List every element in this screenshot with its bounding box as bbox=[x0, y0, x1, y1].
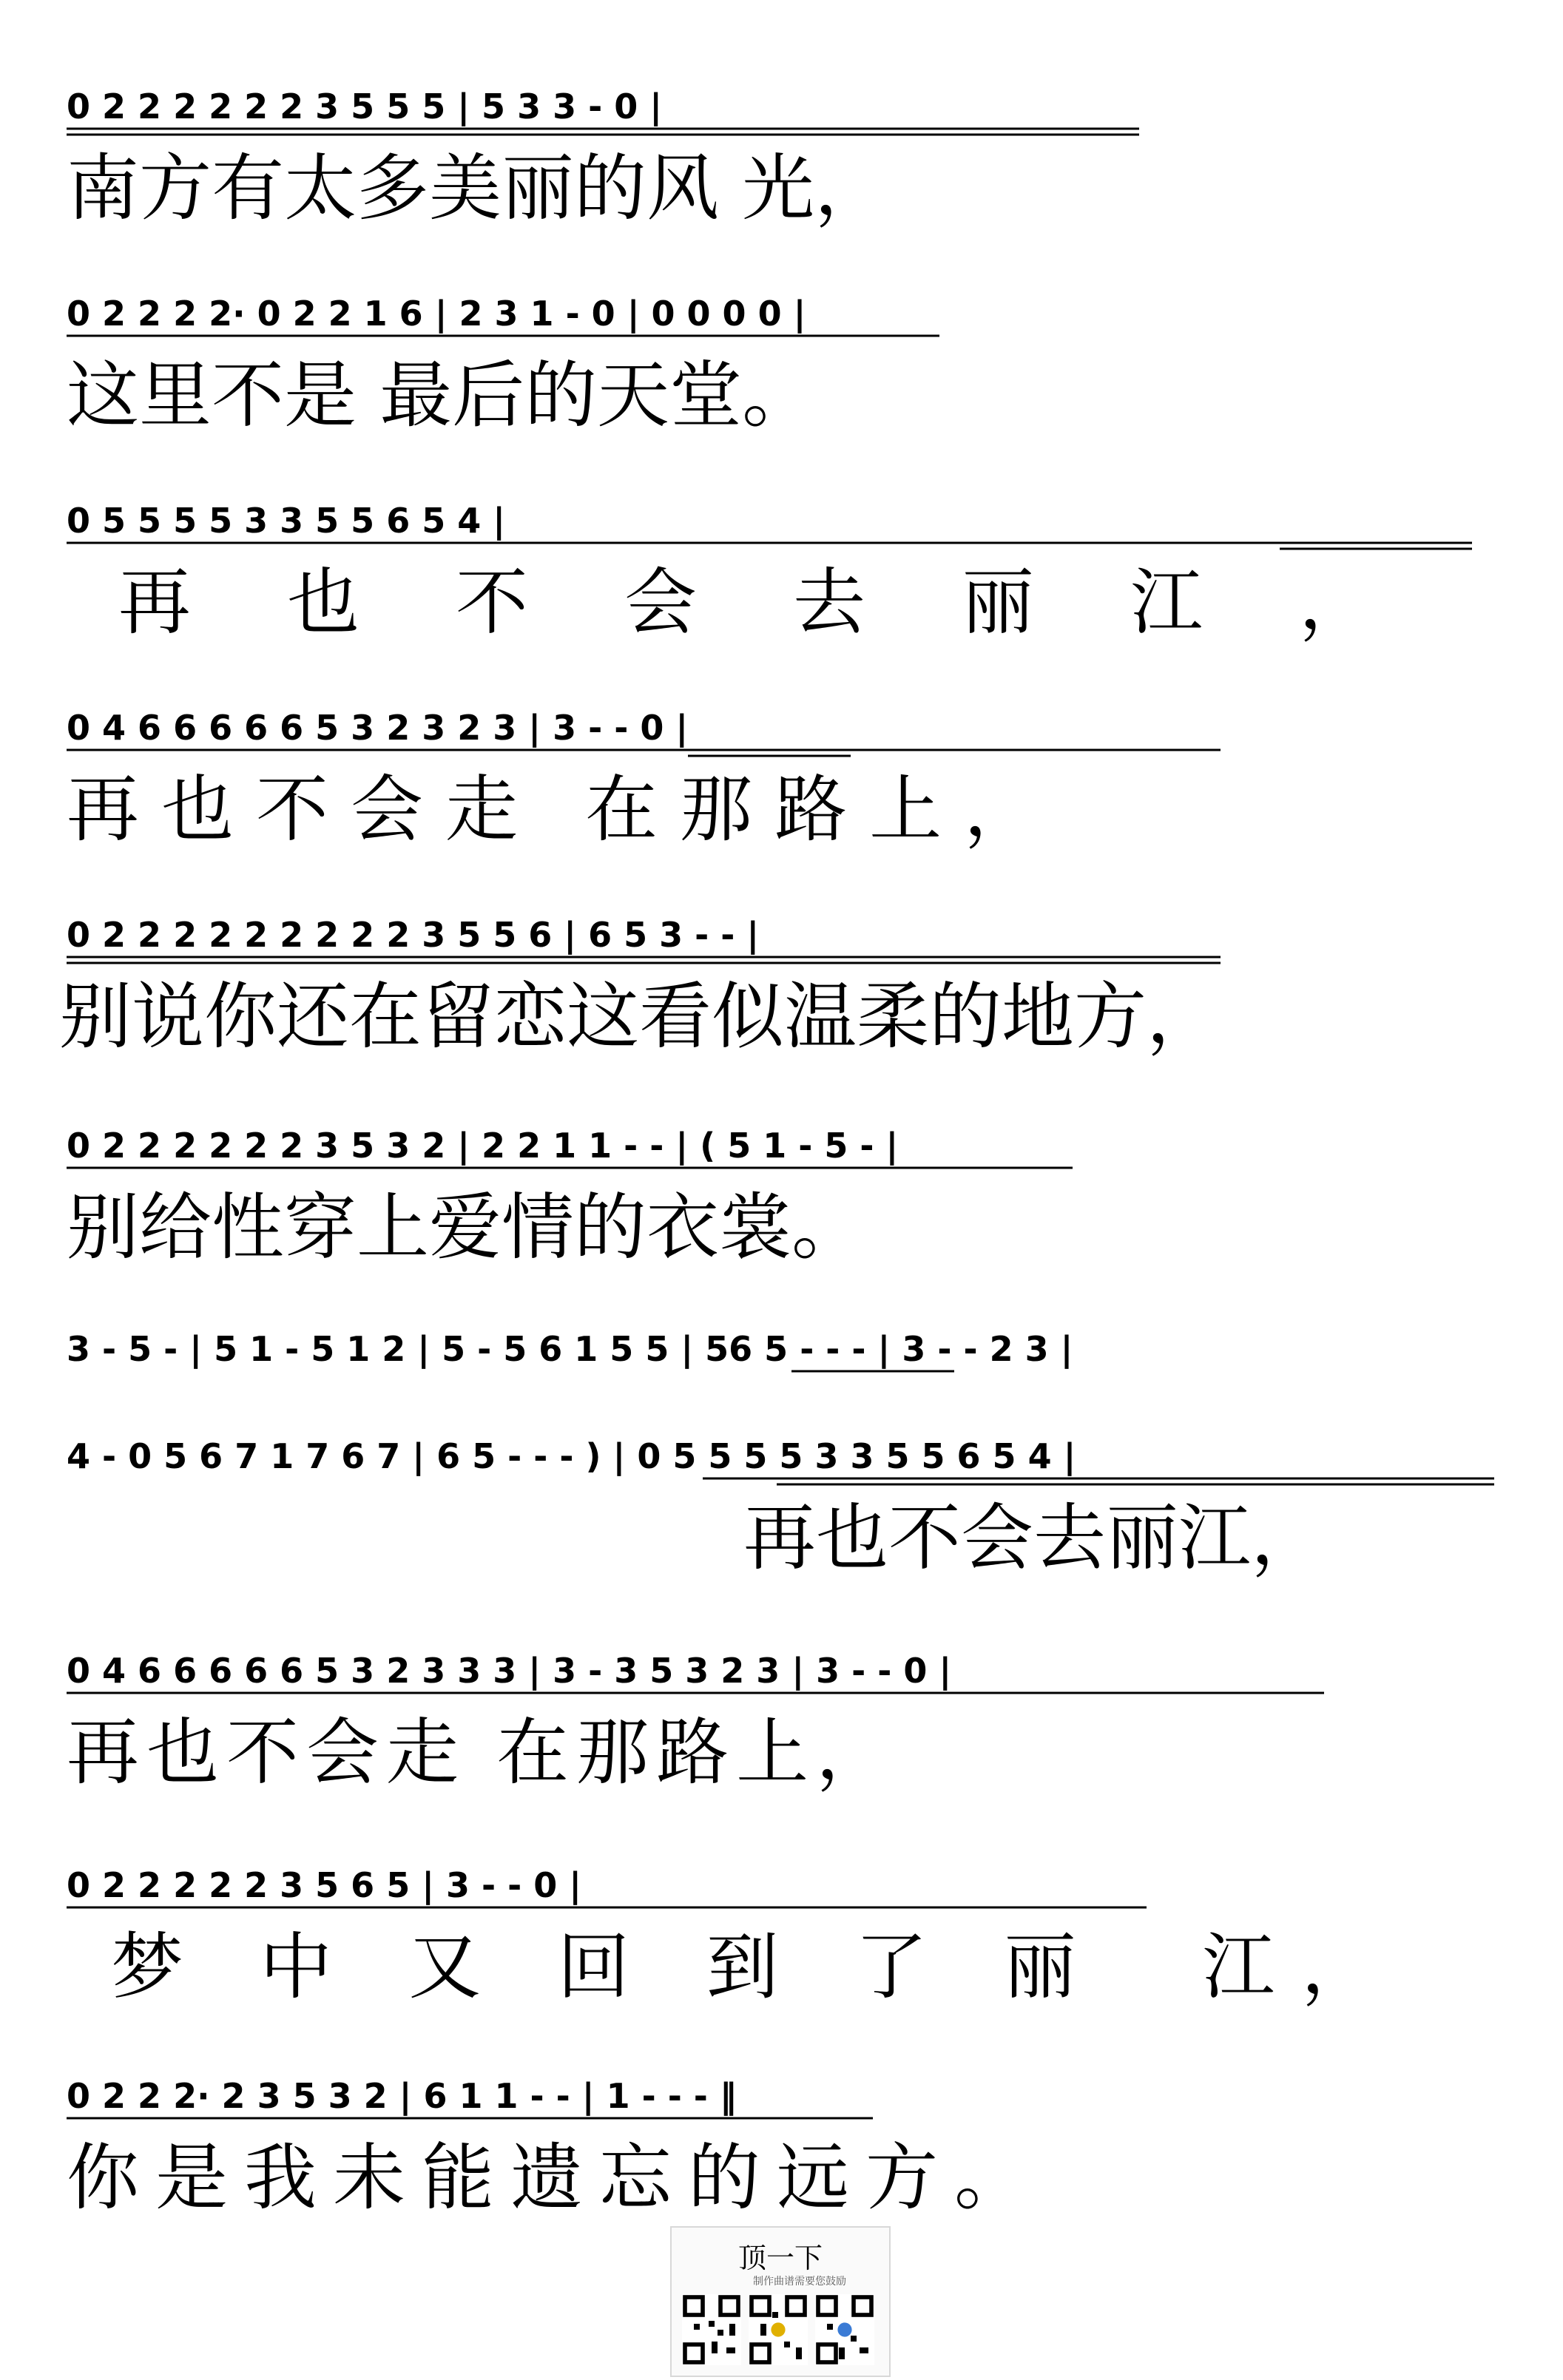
notation-graphic bbox=[67, 2063, 1533, 2130]
lyric-text: 你是我未能遗忘的远方。 bbox=[67, 2136, 1044, 2220]
notation-graphic bbox=[67, 1424, 1533, 1490]
notation-text: 0 2 2 2 2 2 3 5 6 5 | 3 - - 0 | bbox=[67, 1865, 582, 1905]
notation-graphic bbox=[67, 281, 1533, 348]
qr-code-icon bbox=[815, 2294, 874, 2365]
notation-text: 0 2 2 2 2 2 2 3 5 3 2 | 2 2 1 1 - - | ( 5 1 - 5 - | bbox=[67, 1126, 899, 1166]
notation-row bbox=[67, 1853, 1533, 1919]
notation-row bbox=[67, 1424, 1533, 1490]
notation-graphic bbox=[67, 74, 1533, 141]
notation-graphic bbox=[67, 902, 1533, 969]
notation-text: 0 4 6 6 6 6 6 5 3 2 3 3 3 | 3 - 3 5 3 2 3 | 3 - - 0 | bbox=[67, 1651, 952, 1691]
notation-row bbox=[67, 488, 1533, 555]
notation-row bbox=[67, 902, 1533, 969]
notation-graphic bbox=[67, 1853, 1533, 1919]
notation-text: 0 2 2 2 2 2 2 2 2 2 3 5 5 6 | 6 5 3 - - | bbox=[67, 915, 760, 955]
lyric-text: 别给性穿上爱情的衣裳。 bbox=[67, 1186, 865, 1270]
notation-row bbox=[67, 1316, 1533, 1383]
stamp-title: 顶一下 bbox=[737, 2242, 823, 2274]
support-stamp bbox=[670, 2226, 891, 2377]
notation-row bbox=[67, 1638, 1533, 1705]
notation-graphic bbox=[67, 1316, 1533, 1383]
lyric-text: 南方有太多美丽的风 光， bbox=[67, 146, 888, 231]
lyric-text: 再也不会去丽江， bbox=[118, 561, 1468, 645]
notation-row bbox=[67, 1113, 1533, 1180]
lyric-text: 梦 中 又 回 到 了 丽 江， bbox=[111, 1925, 1401, 2009]
notation-row bbox=[67, 2063, 1533, 2130]
notation-row bbox=[67, 281, 1533, 348]
notation-text: 0 2 2 2 2 2 2 3 5 5 5 | 5 3 3 - 0 | bbox=[67, 87, 663, 126]
notation-text: 4 - 0 5 6 7 1 7 6 7 | 6 5 - - - ) | 0 5 5 5 5 3 3 5 5 6 5 4 | bbox=[67, 1436, 1076, 1476]
notation-row bbox=[67, 74, 1533, 141]
notation-graphic bbox=[67, 695, 1533, 762]
lyric-text: 别说你还在留恋这看似温柔的地方， bbox=[59, 975, 1220, 1059]
notation-text: 3 - 5 - | 5 1 - 5 1 2 | 5 - 5 6 1 5 5 | 56 5 - - - | 3 - - 2 3 | bbox=[67, 1329, 1073, 1369]
notation-graphic bbox=[67, 1113, 1533, 1180]
lyric-text: 这里不是 最后的天堂。 bbox=[67, 354, 815, 438]
notation-text: 0 2 2 2 2· 0 2 2 1 6 | 2 3 1 - 0 | 0 0 0 0 | bbox=[67, 294, 806, 334]
notation-text: 0 5 5 5 5 3 3 5 5 6 5 4 | bbox=[67, 501, 506, 541]
notation-graphic bbox=[67, 488, 1533, 555]
lyric-text: 再也不会走 在那路上， bbox=[67, 768, 1059, 852]
notation-graphic bbox=[67, 1638, 1533, 1705]
lyric-text: 再也不会去丽江， bbox=[743, 1496, 1324, 1581]
notation-text: 0 4 6 6 6 6 6 5 3 2 3 2 3 | 3 - - 0 | bbox=[67, 708, 689, 748]
lyric-text: 再也不会走 在那路上， bbox=[67, 1711, 897, 1795]
qr-code-icon bbox=[682, 2294, 741, 2365]
stamp-subtitle: 制作曲谱需要您鼓励 bbox=[753, 2276, 846, 2288]
notation-text: 0 2 2 2· 2 3 5 3 2 | 6 1 1 - - | 1 - - - ‖ bbox=[67, 2076, 737, 2116]
qr-code-icon bbox=[749, 2294, 808, 2365]
notation-row bbox=[67, 695, 1533, 762]
